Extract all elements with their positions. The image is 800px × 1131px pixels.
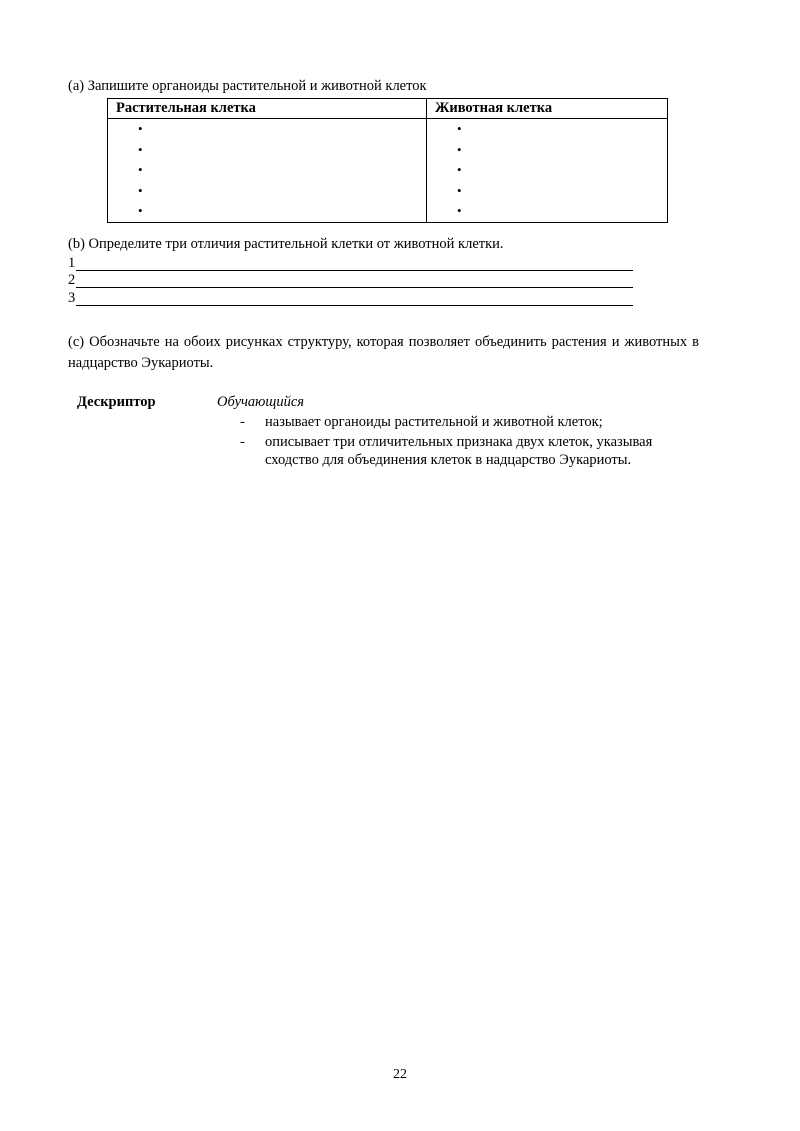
bullet-icon: • <box>138 141 143 157</box>
bullet-icon: • <box>457 182 462 198</box>
table-header-row <box>108 99 668 119</box>
animal-cell-entry[interactable] <box>427 160 668 181</box>
descriptor-item-text: описывает три отличительных признака двух клеток, указывая сходство для объединения клеток в надцарство Эукариоты. <box>265 434 653 468</box>
table-row <box>108 201 668 222</box>
dash-marker: - <box>240 414 245 430</box>
dash-marker: - <box>240 434 245 450</box>
answer-underline <box>76 270 633 271</box>
task-c-text: (c) Обозначьте на обоих рисунках структуру, которая позволяет объединить растения и животных в надцарство Эукариоты. <box>68 334 699 371</box>
animal-cell-entry[interactable] <box>427 119 668 140</box>
descriptor-item-text: называет органоиды растительной и животной клеток; <box>265 414 603 430</box>
answer-line-2[interactable] <box>68 272 633 289</box>
table-row <box>108 181 668 202</box>
bullet-icon: • <box>457 141 462 157</box>
answer-number: 3 <box>68 290 76 306</box>
bullet-icon: • <box>138 182 143 198</box>
answer-line-1[interactable] <box>68 255 633 272</box>
header-plant-cell: Растительная клетка <box>108 99 427 119</box>
answer-underline <box>76 287 633 288</box>
plant-cell-entry[interactable] <box>108 140 427 161</box>
plant-cell-entry[interactable] <box>108 201 427 222</box>
bullet-icon: • <box>138 203 143 219</box>
animal-cell-entry[interactable] <box>427 140 668 161</box>
descriptor-item <box>240 433 660 469</box>
table-row <box>108 140 668 161</box>
animal-cell-entry[interactable] <box>427 181 668 202</box>
plant-cell-entry[interactable] <box>108 181 427 202</box>
descriptor-item <box>240 413 680 431</box>
page-number: 22 <box>393 1067 407 1082</box>
task-b-text: (b) Определите три отличия растительной клетки от животной клетки. <box>68 236 504 252</box>
bullet-icon: • <box>138 162 143 178</box>
animal-cell-entry[interactable] <box>427 201 668 222</box>
plant-cell-entry[interactable] <box>108 160 427 181</box>
task-a-text: (а) Запишите органоиды растительной и животной клеток <box>68 78 427 94</box>
answer-number: 2 <box>68 272 76 288</box>
descriptor-subject: Обучающийся <box>217 394 305 410</box>
bullet-icon: • <box>138 121 143 136</box>
answer-number: 1 <box>68 255 76 271</box>
bullet-icon: • <box>457 203 462 219</box>
table-row <box>108 119 668 140</box>
header-animal-cell: Животная клетка <box>427 99 668 119</box>
descriptor-label: Дескриптор <box>77 394 156 410</box>
answer-line-3[interactable] <box>68 290 633 307</box>
plant-cell-entry[interactable] <box>108 119 427 140</box>
bullet-icon: • <box>457 121 462 136</box>
bullet-icon: • <box>457 162 462 178</box>
answer-underline <box>76 305 633 306</box>
organelles-table <box>107 98 668 223</box>
table-row <box>108 160 668 181</box>
